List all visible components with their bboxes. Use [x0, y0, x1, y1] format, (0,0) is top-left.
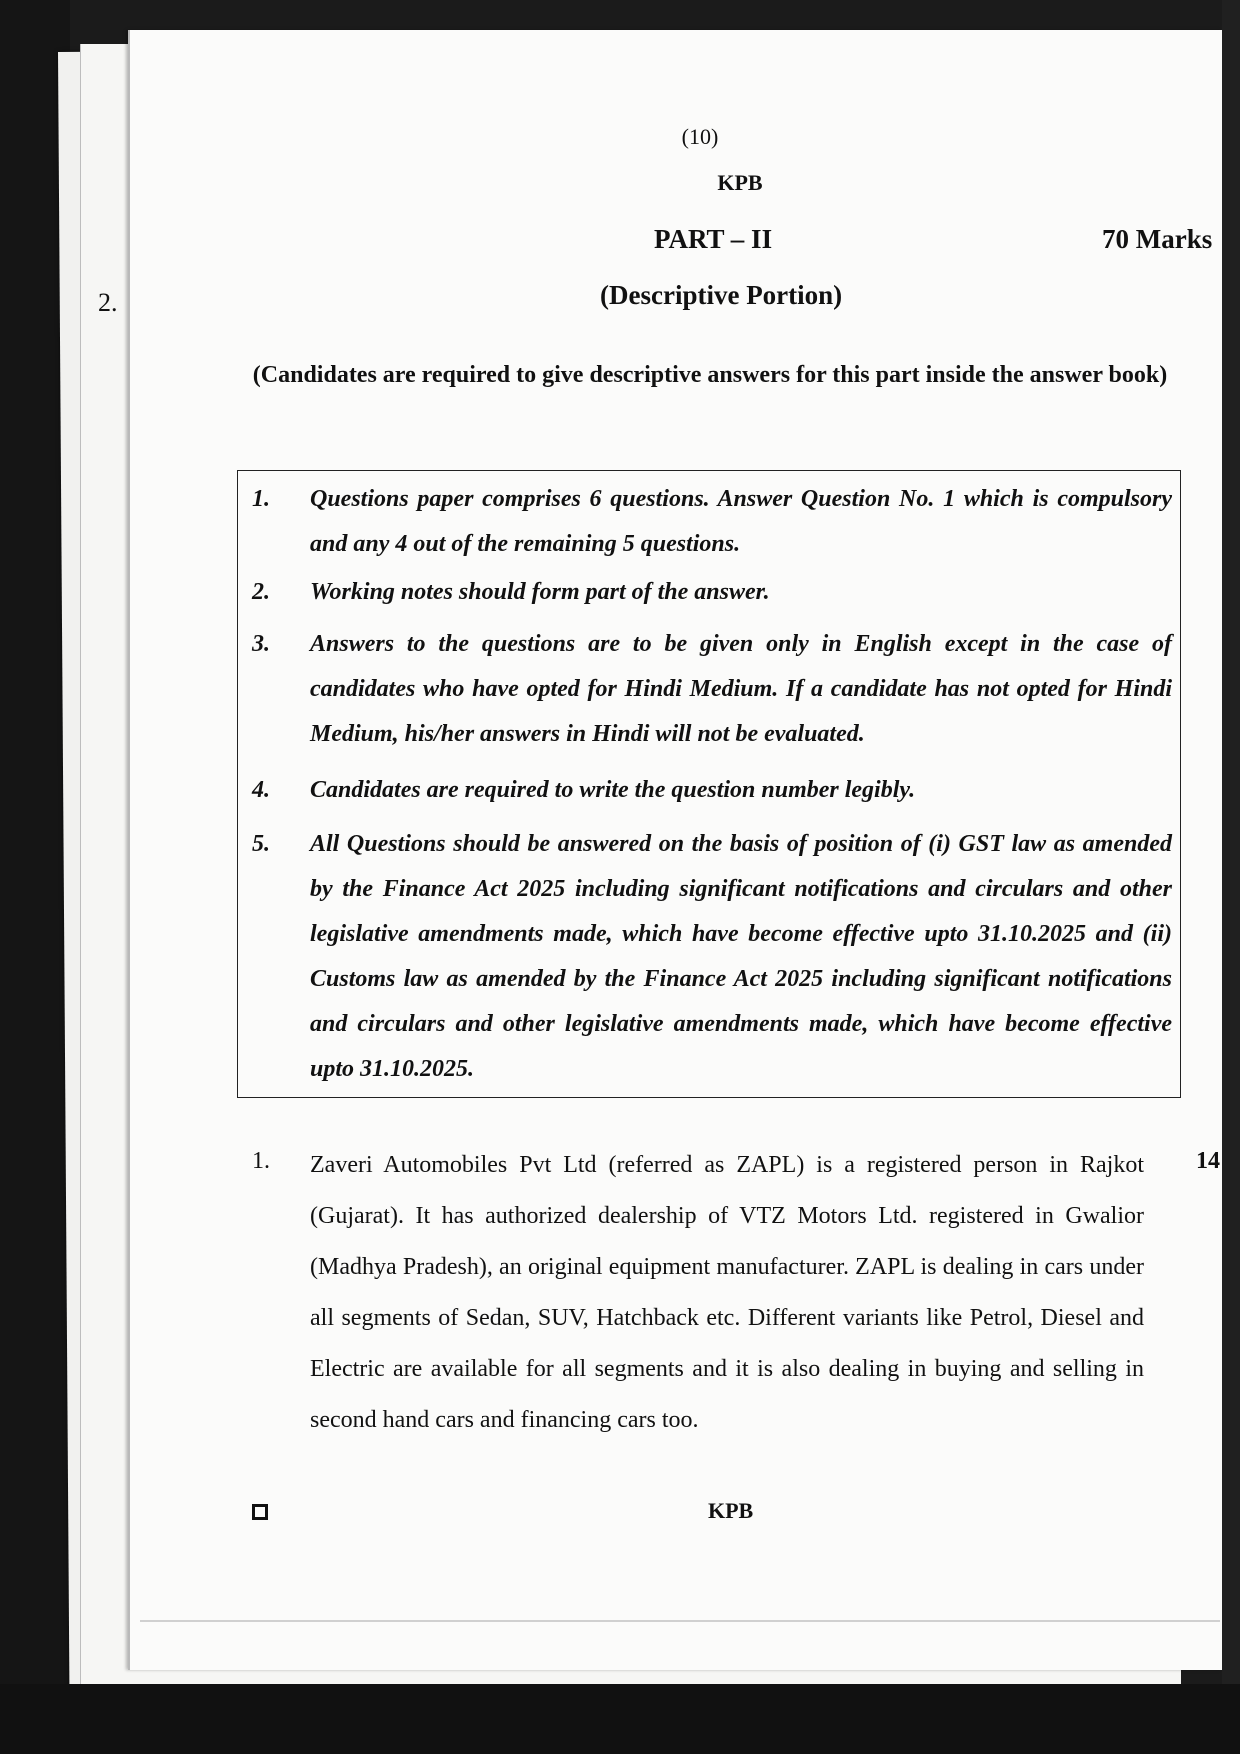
paper-code-footer: KPB	[708, 1498, 754, 1523]
part-title: PART – II	[654, 224, 773, 254]
scan-edge	[1222, 0, 1240, 1754]
instruction-text: All Questions should be answered on the basis of position of (i) GST law as amended by the Finance Act 2025 including significant notifications and circulars and other legislative amendments made, which have become effective upto 31.10.2025 and (ii) Customs law as amended by the Finance Act 2025 including significant notifications and circulars and other legislative amendments made, which have become effective upto 31.10.2025.	[310, 831, 1172, 1082]
question-text: Zaveri Automobiles Pvt Ltd (referred as ZAPL) is a registered person in Rajkot (Gujarat). It has authorized dealership of VTZ Motors Ltd. registered in Gwalior (Madhya Pradesh), an original equipment manufacturer. ZAPL is dealing in cars under all segments of Sedan, SUV, Hatchback etc. Different variants like Petrol, Diesel and Electric are available for all segments and it is also dealing in buying and selling in second hand cars and financing cars too.	[310, 1152, 1144, 1433]
instruction-text: Candidates are required to write the question number legibly.	[310, 777, 916, 803]
instruction-number: 5.	[252, 831, 270, 857]
instruction-number: 1.	[252, 486, 270, 512]
page-edge-line	[140, 1620, 1220, 1622]
square-box-icon	[252, 1504, 268, 1520]
candidate-instruction: (Candidates are required to give descriptive answers for this part inside the answer book)	[252, 362, 1168, 388]
instruction-number: 3.	[252, 631, 270, 657]
question-number: 1.	[252, 1148, 270, 1174]
instruction-text: Questions paper comprises 6 questions. Answer Question No. 1 which is compulsory and any 4 out of the remaining 5 questions.	[310, 486, 1172, 557]
instruction-number: 4.	[252, 777, 270, 803]
question-marks: 14	[1196, 1148, 1220, 1174]
scan-edge	[0, 1684, 1240, 1754]
margin-question-number: 2.	[98, 288, 118, 317]
page-number: (10)	[681, 124, 719, 149]
paper-code-header: KPB	[717, 170, 763, 195]
total-marks: 70 Marks	[1102, 224, 1213, 254]
instruction-text: Working notes should form part of the answer.	[310, 579, 770, 605]
instruction-number: 2.	[252, 579, 270, 605]
instruction-text: Answers to the questions are to be given only in English except in the case of candidates who have opted for Hindi Medium. If a candidate has not opted for Hindi Medium, his/her answers in Hindi will not be evaluated.	[310, 631, 1172, 747]
portion-title: (Descriptive Portion)	[600, 280, 843, 310]
